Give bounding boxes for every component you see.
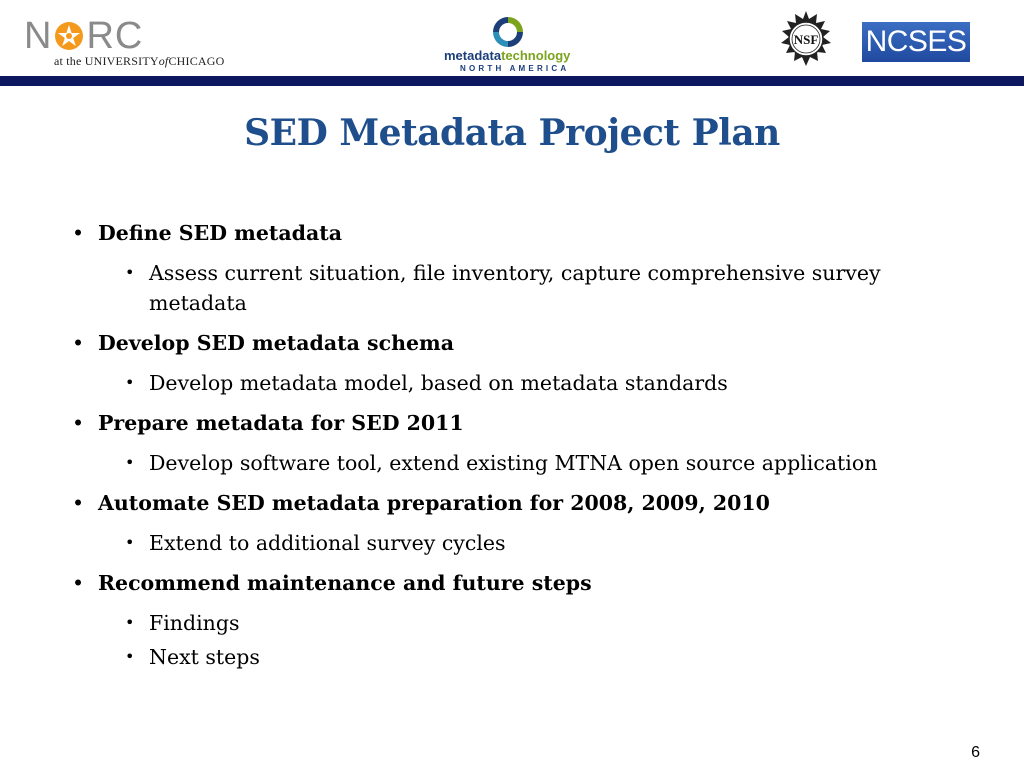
metadata-technology-logo (440, 14, 590, 73)
mtna-cycle-icon (490, 14, 526, 50)
norc-affiliation-post: CHICAGO (168, 54, 225, 68)
sub-bullet-next-steps: • Next steps (0, 642, 1024, 672)
bullet-prepare-2011: • Prepare metadata for SED 2011 (0, 409, 1024, 437)
norc-wordmark (24, 16, 143, 56)
nsf-seal-text: NSF (793, 32, 819, 47)
bullet-recommend-maintenance: • Recommend maintenance and future steps (0, 569, 1024, 597)
header-divider (0, 76, 1024, 86)
norc-affiliation-pre: at the UNIVERSITY (54, 54, 159, 68)
ncses-logo (862, 22, 970, 62)
slide-header (0, 0, 1024, 76)
norc-logo (24, 16, 234, 70)
norc-letters-rc: RC (86, 15, 144, 57)
page-number: 6 (971, 744, 980, 761)
slide-body (0, 208, 1024, 676)
ncses-wordmark: NCSES (865, 25, 967, 58)
bullet-automate-preparation: • Automate SED metadata preparation for 2008, 2009, 2010 (0, 489, 1024, 517)
mtna-word-technology: technology (501, 48, 571, 63)
sub-bullet-assess-situation: • Assess current situation, file inventory, capture comprehensive survey metadata (0, 258, 1024, 318)
sub-bullet-software-tool: • Develop software tool, extend existing MTNA open source application (0, 448, 1024, 478)
mtna-wordmark (444, 49, 570, 63)
sub-bullet-metadata-model: • Develop metadata model, based on metadata standards (0, 368, 1024, 398)
norc-letter-n: N (24, 15, 53, 57)
slide-title: SED Metadata Project Plan (244, 112, 780, 154)
norc-affiliation (54, 54, 225, 69)
bullet-develop-schema: • Develop SED metadata schema (0, 329, 1024, 357)
norc-star-icon (53, 20, 85, 52)
bullet-define-metadata: • Define SED metadata (0, 219, 1024, 247)
mtna-region: NORTH AMERICA (460, 64, 570, 73)
nsf-seal-icon (776, 10, 836, 70)
sub-bullet-survey-cycles: • Extend to additional survey cycles (0, 528, 1024, 558)
sub-bullet-findings: • Findings (0, 608, 1024, 638)
norc-affiliation-of: of (158, 54, 169, 68)
mtna-word-metadata: metadata (444, 48, 502, 63)
